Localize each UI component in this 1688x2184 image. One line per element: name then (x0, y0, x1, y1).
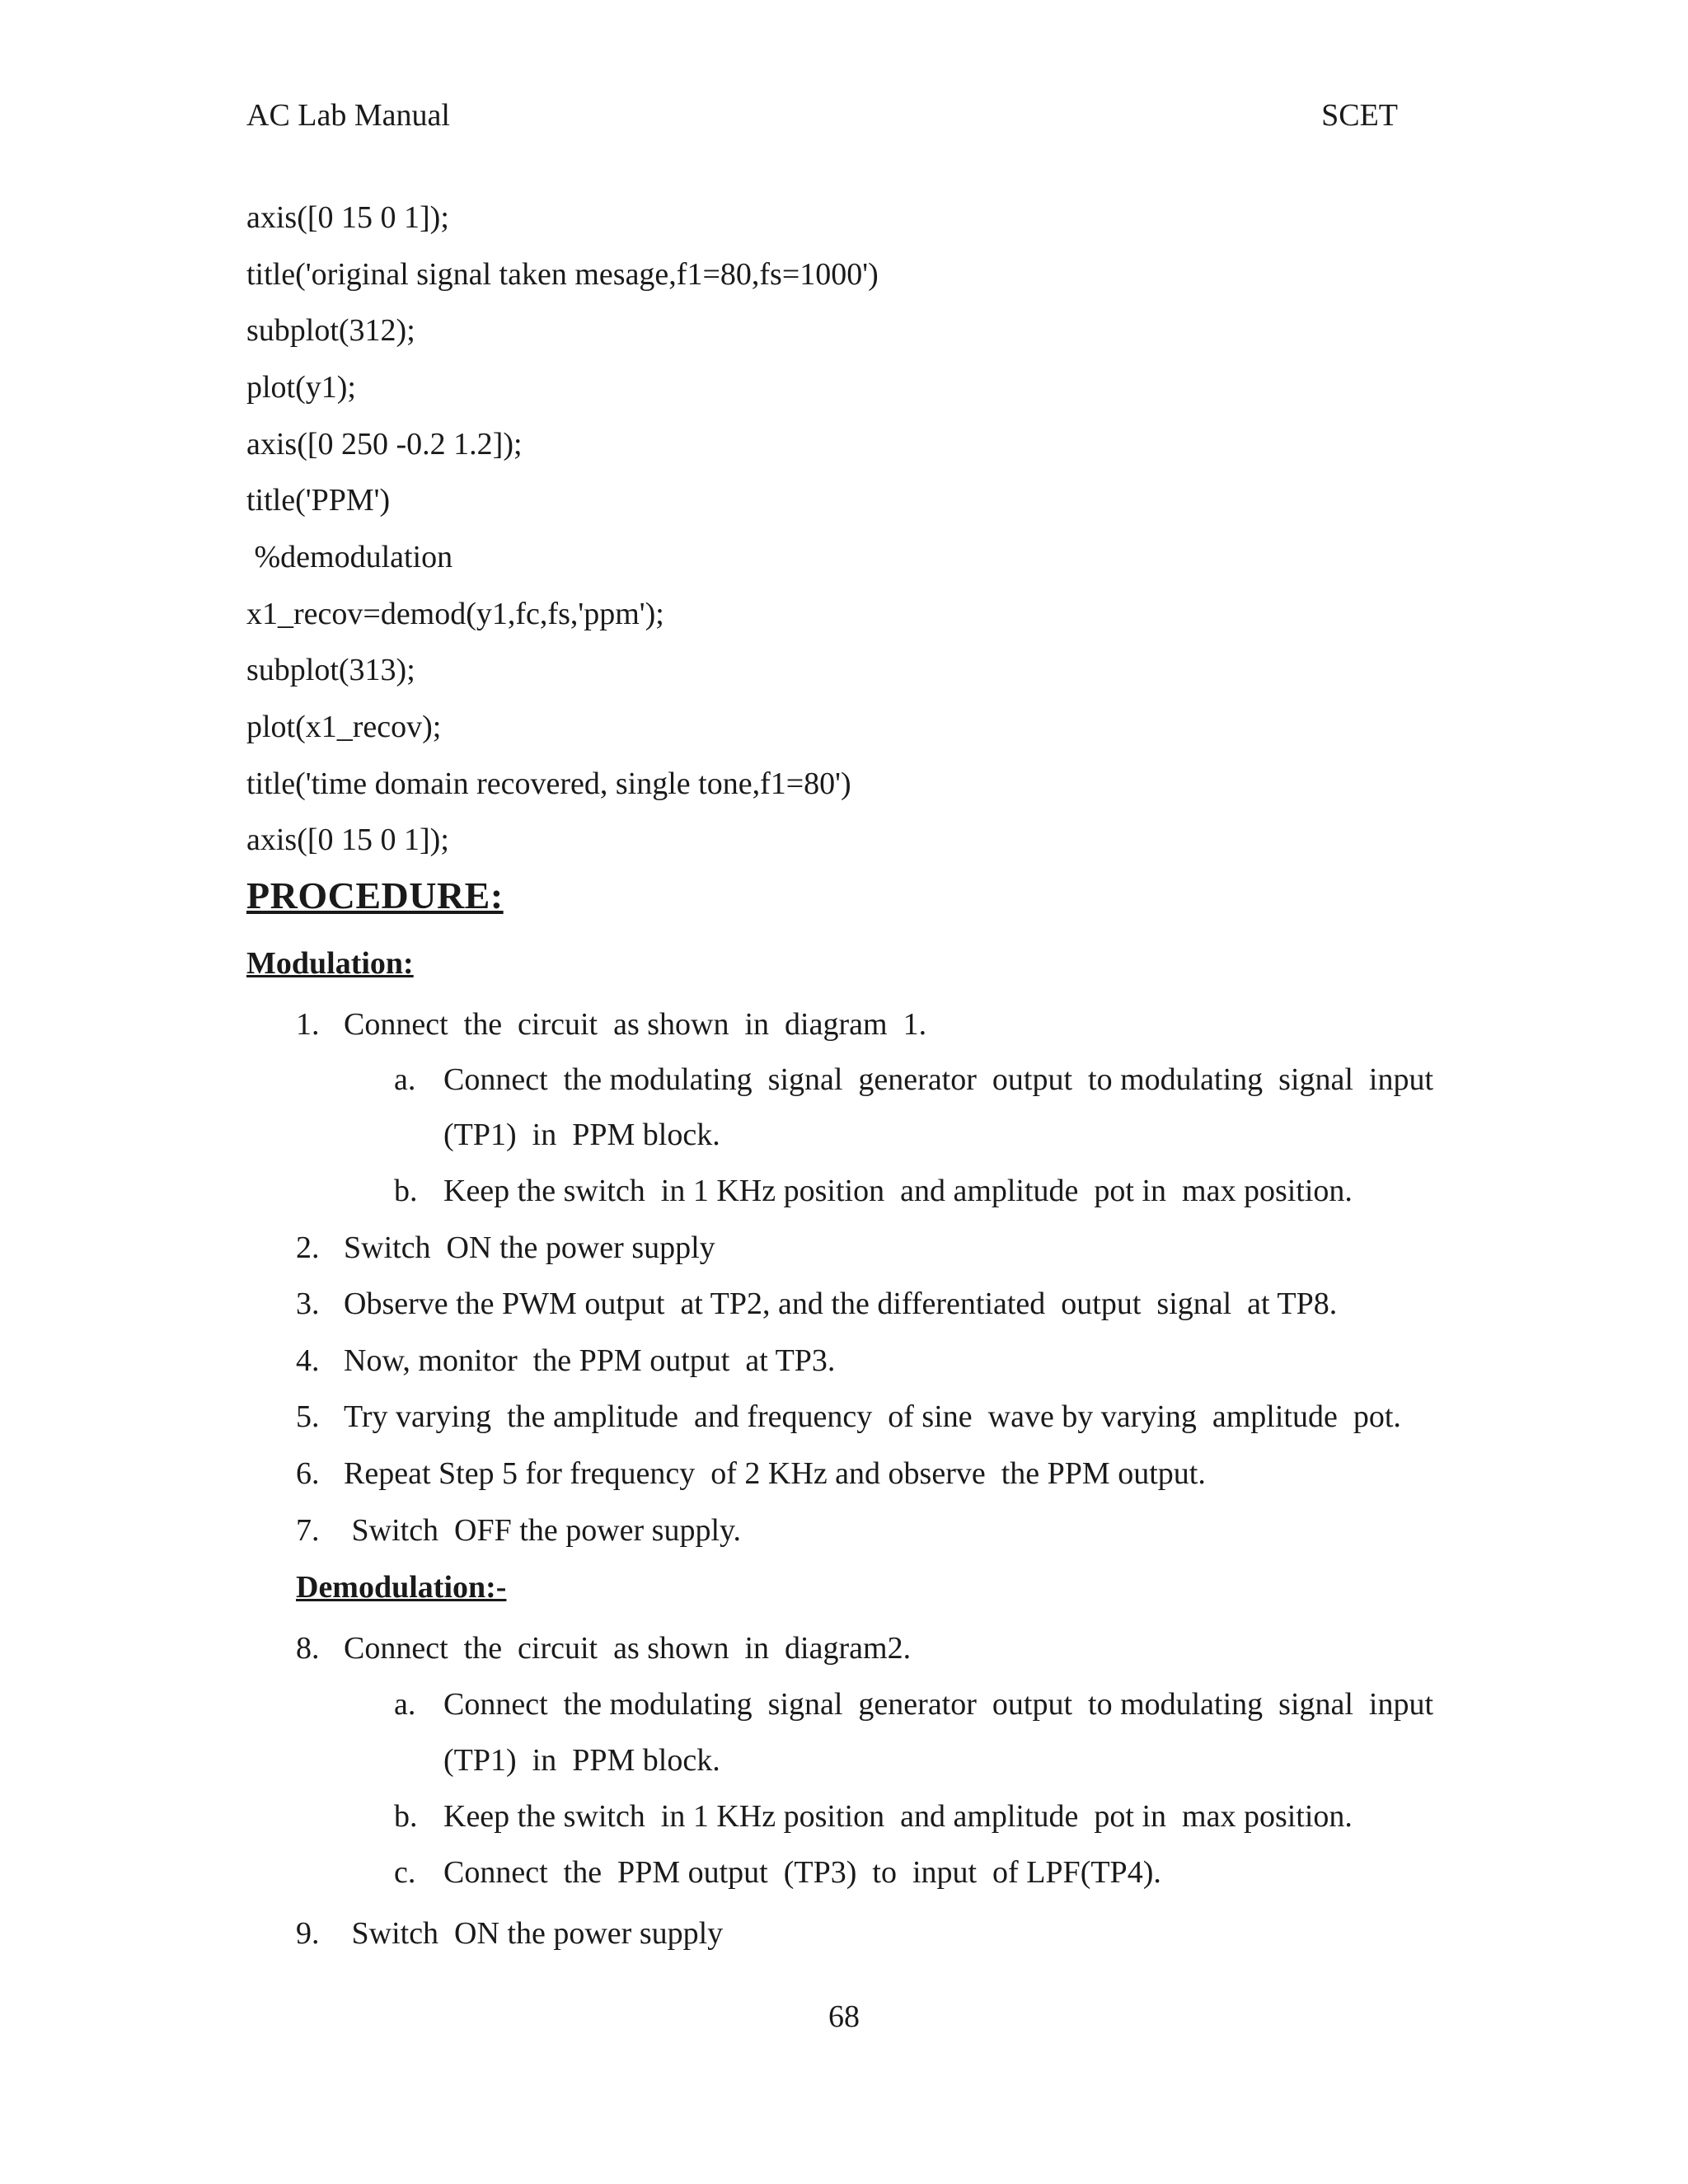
step-number: 3. (296, 1286, 320, 1321)
step-text: Try varying the amplitude and frequency of sine wave by varying amplitude pot. (344, 1399, 1401, 1434)
code-line: title('original signal taken mesage,f1=80,fs=1000') (246, 257, 879, 292)
code-line: title('PPM') (246, 483, 391, 518)
code-line: axis([0 15 0 1]); (246, 823, 449, 857)
procedure-heading: PROCEDURE: (246, 874, 504, 916)
step-text: Repeat Step 5 for frequency of 2 KHz and observe the PPM output. (344, 1456, 1206, 1491)
substep-letter: b. (394, 1799, 418, 1834)
substep-text: Connect the modulating signal generator output to modulating signal input (443, 1062, 1434, 1097)
substep-text: Connect the modulating signal generator output to modulating signal input (443, 1687, 1434, 1722)
code-line: x1_recov=demod(y1,fc,fs,'ppm'); (246, 597, 664, 631)
step-number: 9. (296, 1916, 320, 1951)
page-number: 68 (828, 1999, 860, 2034)
step-text: Switch ON the power supply (344, 1916, 724, 1951)
substep-text: Keep the switch in 1 KHz position and amplitude pot in max position. (443, 1174, 1353, 1208)
step-number: 5. (296, 1399, 320, 1434)
substep-text: Keep the switch in 1 KHz position and amplitude pot in max position. (443, 1799, 1353, 1834)
step-text: Observe the PWM output at TP2, and the differentiated output signal at TP8. (344, 1286, 1338, 1321)
substep-text-continued: (TP1) in PPM block. (443, 1118, 720, 1152)
code-comment-line: %demodulation (246, 540, 453, 574)
code-line: axis([0 250 -0.2 1.2]); (246, 427, 523, 462)
step-number: 6. (296, 1456, 320, 1491)
code-line: title('time domain recovered, single tone,f1=80') (246, 766, 851, 801)
substep-letter: b. (394, 1174, 418, 1208)
step-text: Now, monitor the PPM output at TP3. (344, 1343, 836, 1378)
step-number: 4. (296, 1343, 320, 1378)
code-line: plot(y1); (246, 370, 356, 405)
step-number: 8. (296, 1631, 320, 1666)
modulation-heading: Modulation: (246, 946, 414, 981)
substep-text-continued: (TP1) in PPM block. (443, 1743, 720, 1778)
header-title: AC Lab Manual (246, 98, 450, 133)
code-line: subplot(312); (246, 313, 415, 348)
step-text: Switch ON the power supply (344, 1230, 715, 1265)
step-number: 1. (296, 1007, 320, 1042)
step-number: 7. (296, 1513, 320, 1548)
step-text: Connect the circuit as shown in diagram 1. (344, 1007, 927, 1042)
step-text: Connect the circuit as shown in diagram2. (344, 1631, 912, 1666)
step-text: Switch OFF the power supply. (344, 1513, 742, 1548)
substep-letter: a. (394, 1687, 416, 1722)
code-line: axis([0 15 0 1]); (246, 200, 449, 235)
substep-text: Connect the PPM output (TP3) to input of LPF(TP4). (443, 1855, 1161, 1890)
demodulation-heading: Demodulation:- (296, 1570, 507, 1605)
header-institution: SCET (1321, 98, 1398, 133)
substep-letter: a. (394, 1062, 416, 1097)
step-number: 2. (296, 1230, 320, 1265)
code-line: plot(x1_recov); (246, 710, 442, 744)
substep-letter: c. (394, 1855, 416, 1890)
code-line: subplot(313); (246, 653, 415, 687)
